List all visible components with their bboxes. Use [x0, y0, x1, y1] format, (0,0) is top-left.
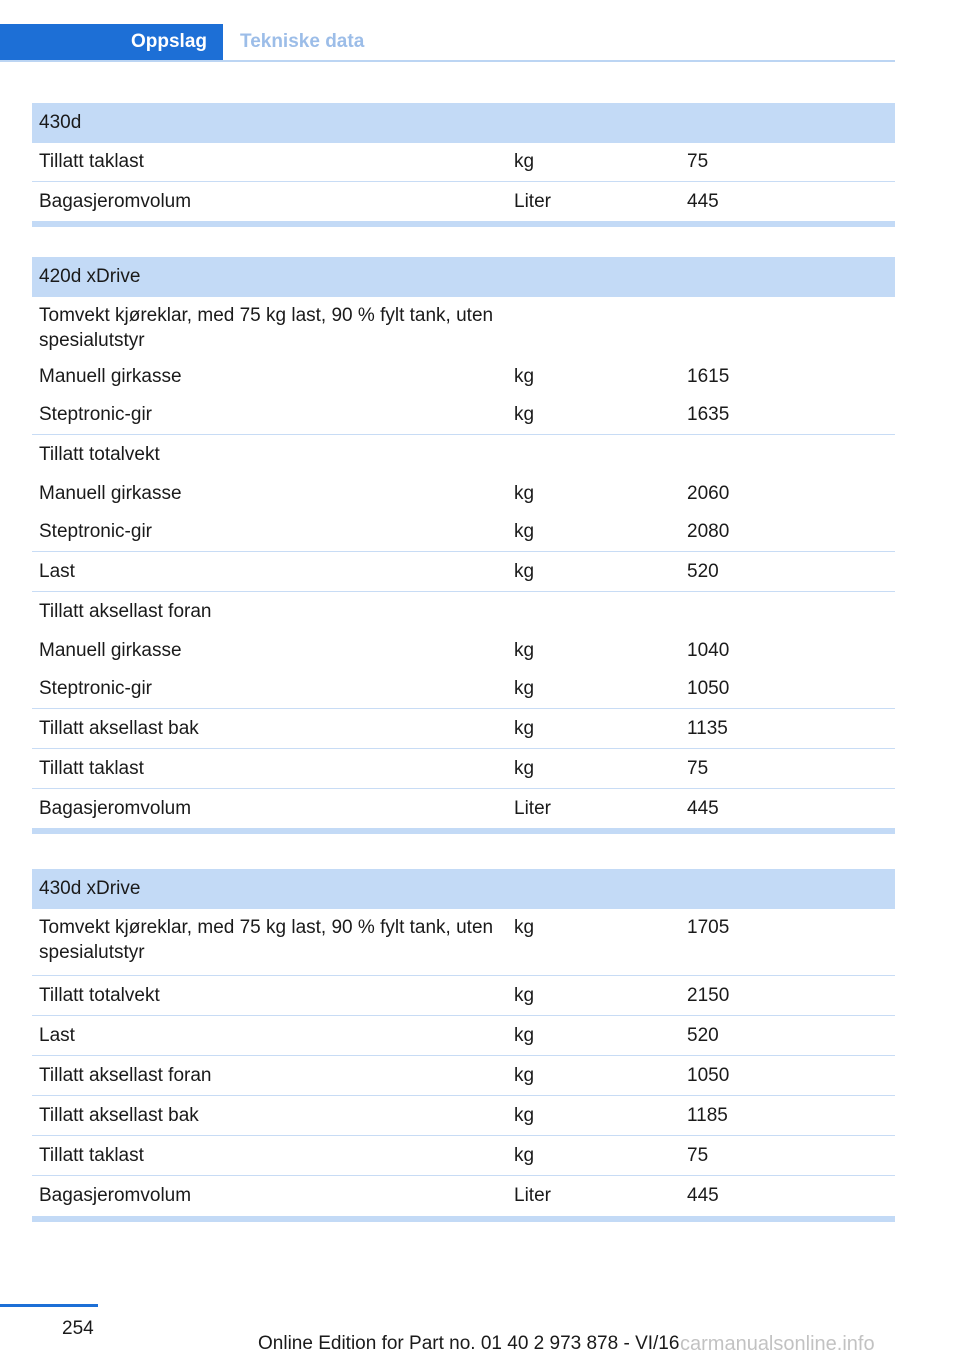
- table-row: [32, 513, 895, 552]
- row-unit: kg: [514, 984, 535, 1006]
- row-label: Tillatt aksellast bak: [39, 1104, 199, 1126]
- row-label: Tillatt totalvekt: [39, 984, 160, 1006]
- table-row: [32, 435, 895, 474]
- row-unit: Liter: [514, 797, 551, 819]
- row-label: Manuell girkasse: [39, 639, 182, 661]
- row-unit: kg: [514, 757, 535, 779]
- row-value: 445: [687, 1185, 719, 1206]
- row-value: 1135: [687, 717, 728, 739]
- row-value: 2060: [687, 482, 730, 504]
- row-unit: kg: [514, 717, 535, 739]
- row-unit: Liter: [514, 1185, 551, 1206]
- page-header: [0, 24, 895, 62]
- row-unit: kg: [514, 560, 535, 582]
- table-row: [32, 1056, 895, 1096]
- row-label: Steptronic-gir: [39, 404, 152, 425]
- table-row: [32, 297, 895, 357]
- row-unit: kg: [514, 151, 535, 172]
- row-value: 445: [687, 190, 719, 212]
- row-value: 1615: [687, 365, 730, 387]
- row-value: 1705: [687, 917, 730, 938]
- table-row: [32, 474, 895, 513]
- watermark: carmanualsonline.info: [680, 1333, 875, 1355]
- spec-table-420d-xdrive: [32, 257, 895, 834]
- table-row: [32, 592, 895, 631]
- row-value: 2150: [687, 984, 730, 1006]
- table-row: [32, 631, 895, 670]
- tab-tekniske-data[interactable]: Tekniske data: [240, 31, 365, 52]
- row-label: Steptronic-gir: [39, 678, 152, 699]
- row-label: Tomvekt kjøreklar, med 75 kg last, 90 % fylt tank, uten spesialutstyr: [39, 917, 494, 963]
- table-title: 420d xDrive: [32, 257, 895, 297]
- table-title: 430d xDrive: [32, 869, 895, 909]
- row-unit: kg: [514, 1024, 535, 1046]
- table-row: [32, 1096, 895, 1136]
- row-unit: kg: [514, 1104, 535, 1126]
- row-unit: kg: [514, 1144, 535, 1166]
- row-label: Tillatt taklast: [39, 151, 144, 172]
- table-row: [32, 1136, 895, 1176]
- edition-note: Online Edition for Part no. 01 40 2 973 878 - VI/16: [258, 1333, 680, 1354]
- table-row: [32, 182, 895, 221]
- row-label: Bagasjeromvolum: [39, 190, 192, 212]
- table-row: [32, 357, 895, 396]
- row-label: Tillatt totalvekt: [39, 443, 160, 465]
- row-label: Tomvekt kjøreklar, med 75 kg last, 90 % fylt tank, uten spesialutstyr: [39, 305, 494, 351]
- table-row: [32, 749, 895, 789]
- table-row: [32, 143, 895, 182]
- header-divider: [0, 60, 895, 62]
- footer-accent-bar: [0, 1304, 98, 1307]
- row-value: 1635: [687, 404, 730, 425]
- page-number: 254: [62, 1318, 94, 1339]
- table-footer-bar: [32, 221, 895, 227]
- row-value: 75: [687, 151, 709, 172]
- row-unit: kg: [514, 404, 535, 425]
- row-unit: kg: [514, 521, 535, 542]
- row-label: Steptronic-gir: [39, 521, 152, 542]
- row-unit: kg: [514, 678, 535, 699]
- table-row: [32, 1176, 895, 1216]
- table-row: [32, 789, 895, 828]
- table-footer-bar: [32, 1216, 895, 1222]
- row-value: 75: [687, 757, 709, 779]
- row-value: 1040: [687, 639, 730, 661]
- row-value: 1185: [687, 1104, 728, 1126]
- row-unit: kg: [514, 917, 535, 938]
- row-label: Last: [39, 1024, 75, 1046]
- table-row: [32, 976, 895, 1016]
- row-value: 1050: [687, 678, 730, 699]
- row-value: 520: [687, 560, 719, 582]
- row-label: Tillatt aksellast foran: [39, 600, 212, 622]
- tab-oppslag[interactable]: Oppslag: [0, 24, 223, 60]
- row-unit: kg: [514, 482, 535, 504]
- row-label: Tillatt taklast: [39, 757, 144, 779]
- row-value: 75: [687, 1144, 709, 1166]
- spec-table-430d-xdrive: [32, 869, 895, 1222]
- row-unit: Liter: [514, 190, 551, 212]
- table-row: [32, 552, 895, 592]
- row-label: Manuell girkasse: [39, 365, 182, 387]
- row-value: 520: [687, 1024, 719, 1046]
- row-value: 2080: [687, 521, 730, 542]
- row-unit: kg: [514, 639, 535, 661]
- row-label: Bagasjeromvolum: [39, 797, 192, 819]
- table-row: [32, 396, 895, 435]
- row-label: Manuell girkasse: [39, 482, 182, 504]
- row-value: 1050: [687, 1064, 730, 1086]
- table-title: 430d: [32, 103, 895, 143]
- row-label: Bagasjeromvolum: [39, 1185, 192, 1206]
- row-value: 445: [687, 797, 719, 819]
- table-row: [32, 709, 895, 749]
- row-unit: kg: [514, 1064, 535, 1086]
- spec-table-430d: [32, 103, 895, 227]
- table-row: [32, 670, 895, 709]
- row-label: Tillatt aksellast bak: [39, 717, 199, 739]
- table-row: [32, 1016, 895, 1056]
- row-unit: kg: [514, 365, 535, 387]
- row-label: Tillatt taklast: [39, 1144, 144, 1166]
- table-row: [32, 909, 895, 976]
- table-footer-bar: [32, 828, 895, 834]
- row-label: Last: [39, 560, 75, 582]
- row-label: Tillatt aksellast foran: [39, 1064, 212, 1086]
